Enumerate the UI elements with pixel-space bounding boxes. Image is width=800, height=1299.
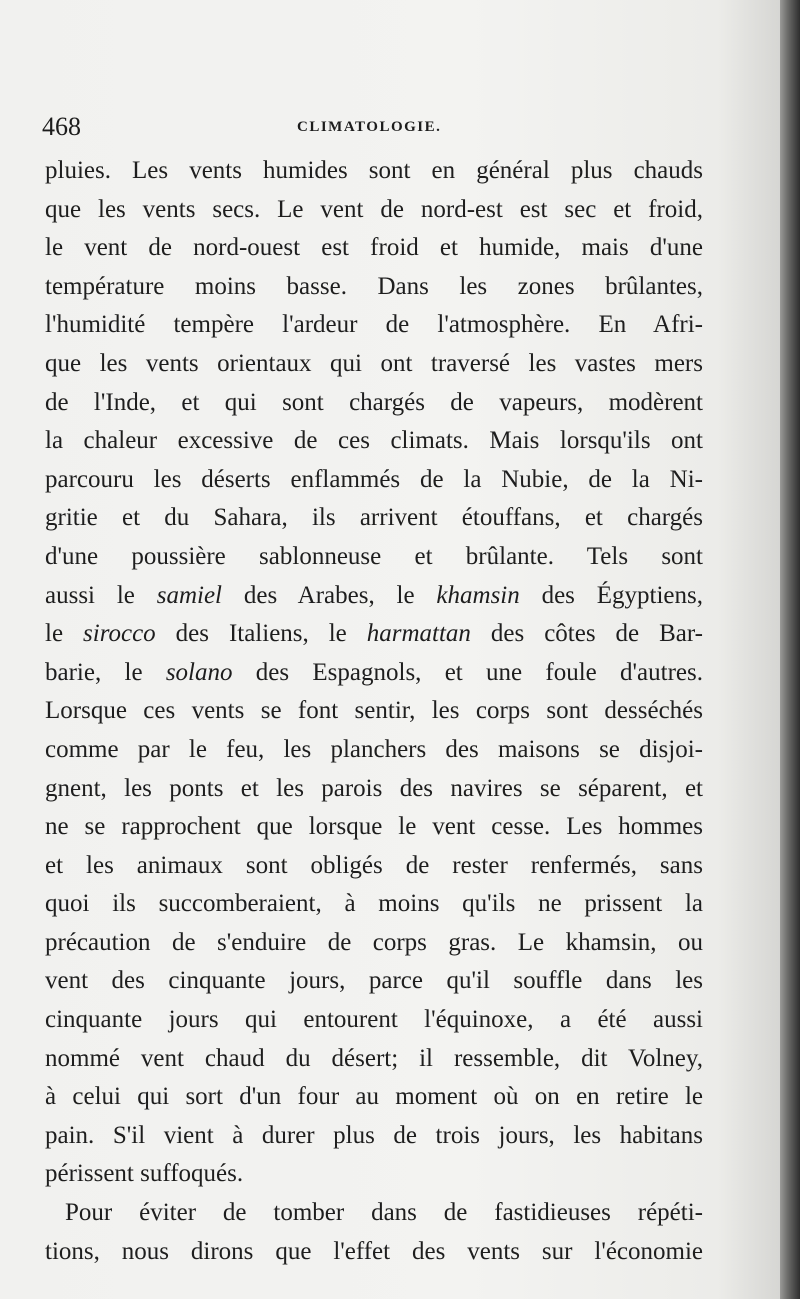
line-text: des côtes de Bar- bbox=[470, 620, 703, 648]
text-line: gritie et du Sahara, ils arrivent étouffans, et chargés bbox=[45, 504, 703, 532]
line-text: des Italiens, le bbox=[155, 620, 367, 648]
text-line: ne se rapprochent que lorsque le vent cesse. Les hommes bbox=[45, 813, 703, 841]
text-line: comme par le feu, les planchers des maisons se disjoi- bbox=[45, 735, 703, 763]
text-line: nommé vent chaud du désert; il ressemble, dit Volney, bbox=[45, 1044, 703, 1072]
text-line: d'une poussière sablonneuse et brûlante. Tels sont bbox=[45, 542, 703, 570]
italic-term: harmattan bbox=[366, 620, 471, 648]
text-line: pluies. Les vents humides sont en général plus chauds bbox=[45, 157, 703, 184]
line-text: des Arabes, le bbox=[222, 581, 437, 609]
text-line: le vent de nord-ouest est froid et humide, mais d'une bbox=[45, 234, 703, 262]
text-line: à celui qui sort d'un four au moment où on en retire le bbox=[45, 1083, 703, 1111]
text-line: et les animaux sont obligés de rester renfermés, sans bbox=[45, 851, 703, 879]
italic-term: sirocco bbox=[83, 620, 156, 648]
line-text: des Égyptiens, bbox=[519, 581, 703, 609]
text-line bbox=[45, 577, 703, 616]
line-text: aussi le bbox=[45, 581, 157, 609]
text-line bbox=[45, 654, 703, 693]
text-line: Lorsque ces vents se font sentir, les corps sont desséchés bbox=[45, 697, 703, 725]
paragraph-end-line: périssent suffoqués. bbox=[45, 1160, 244, 1188]
text-line: pain. S'il vient à durer plus de trois jours, les habitans bbox=[45, 1121, 703, 1149]
text-line: quoi ils succomberaient, à moins qu'ils ne prissent la bbox=[45, 890, 703, 918]
text-line: gnent, les ponts et les parois des navires se séparent, et bbox=[45, 774, 703, 802]
italic-term: solano bbox=[165, 658, 233, 686]
italic-term: khamsin bbox=[436, 581, 520, 609]
text-line: cinquante jours qui entourent l'équinoxe, a été aussi bbox=[45, 1006, 703, 1034]
line-text: des Espagnols, et une foule d'autres. bbox=[232, 658, 703, 686]
paragraph-start-line: Pour éviter de tomber dans de fastidieuses répéti- bbox=[65, 1199, 703, 1227]
line-text: barie, le bbox=[45, 658, 166, 686]
running-title: CLIMATOLOGIE. bbox=[297, 119, 442, 135]
text-line: vent des cinquante jours, parce qu'il souffle dans les bbox=[45, 967, 703, 995]
line-text: le bbox=[45, 620, 84, 648]
book-binding-shadow bbox=[780, 0, 800, 1299]
text-line: l'humidité tempère l'ardeur de l'atmosphère. En Afri- bbox=[45, 311, 703, 339]
page-header bbox=[42, 112, 702, 144]
text-line: température moins basse. Dans les zones brûlantes, bbox=[45, 272, 703, 300]
body-text bbox=[45, 152, 703, 1271]
text-line: que les vents secs. Le vent de nord-est est sec et froid, bbox=[45, 195, 703, 223]
text-line: de l'Inde, et qui sont chargés de vapeurs, modèrent bbox=[45, 388, 703, 416]
text-line: parcouru les déserts enflammés de la Nubie, de la Ni- bbox=[45, 465, 703, 493]
italic-term: samiel bbox=[156, 581, 223, 609]
text-line bbox=[45, 615, 703, 654]
text-line: tions, nous dirons que l'effet des vents sur l'économie bbox=[45, 1237, 703, 1265]
text-line: la chaleur excessive de ces climats. Mais lorsqu'ils ont bbox=[45, 427, 703, 455]
text-line: précaution de s'enduire de corps gras. Le khamsin, ou bbox=[45, 928, 703, 956]
page-number: 468 bbox=[42, 112, 81, 141]
text-line: que les vents orientaux qui ont traversé les vastes mers bbox=[45, 349, 703, 377]
